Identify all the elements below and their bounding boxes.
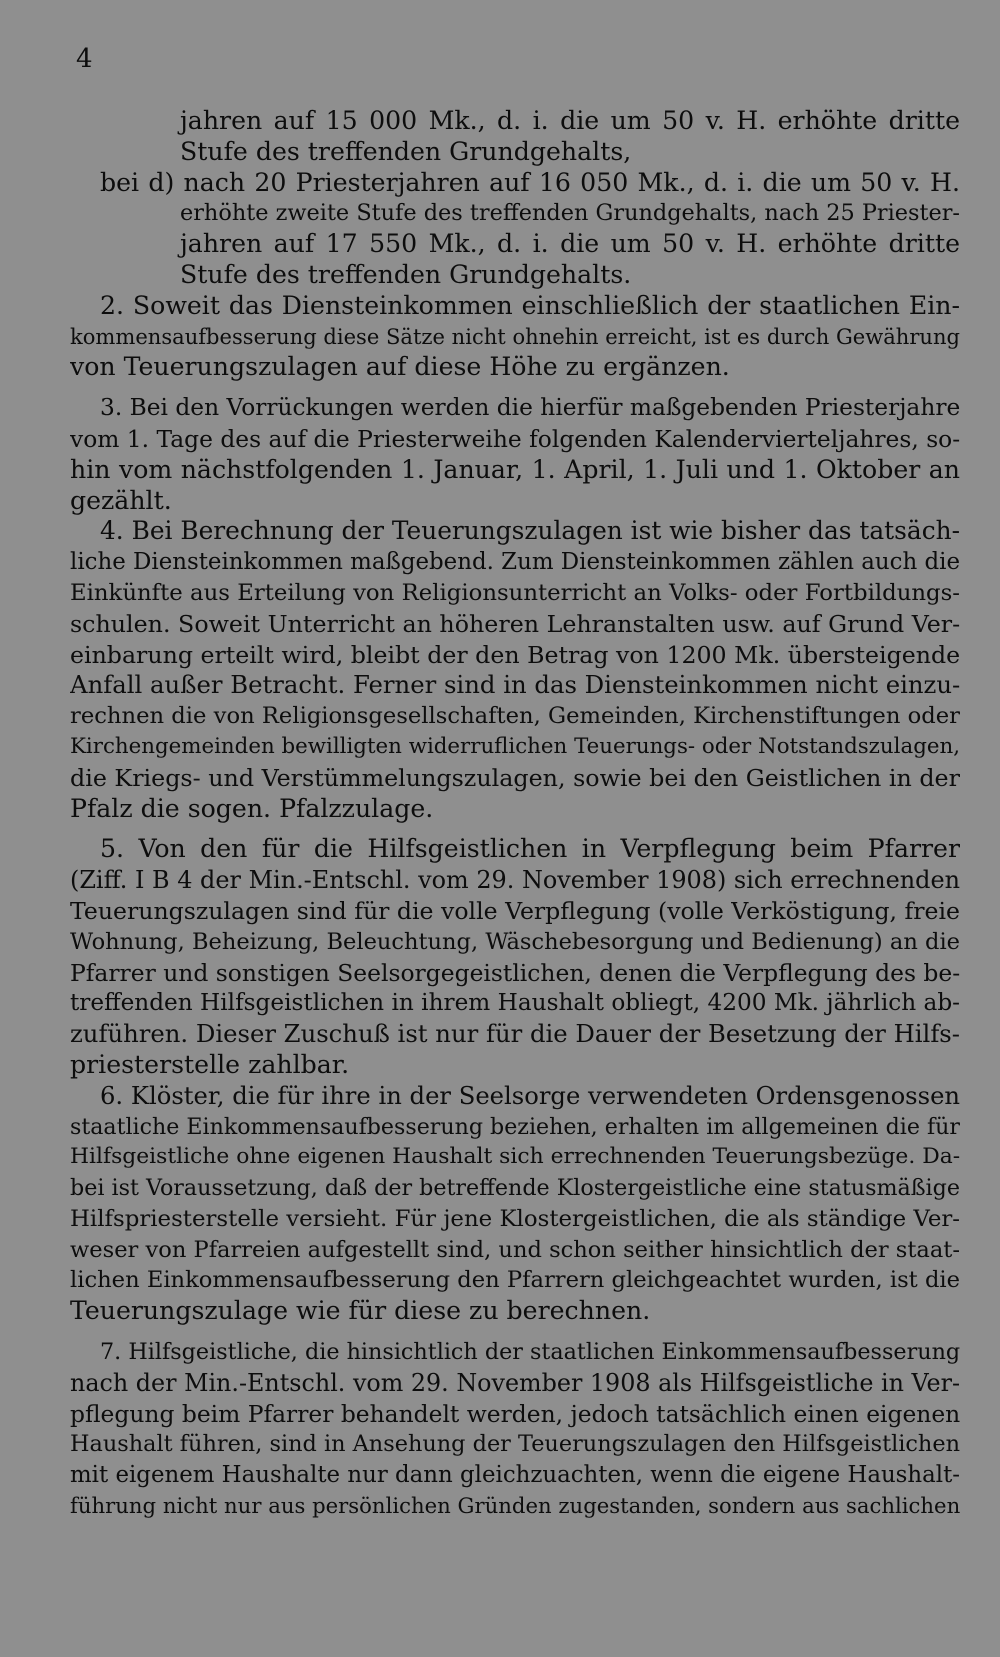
text-line: die Kriegs- und Verstümmelungszulagen, sowie bei den Geistlichen in der (70, 763, 960, 792)
text-line: Hilfspriesterstelle versieht. Für jene Klostergeistlichen, die als ständige Ver- (70, 1205, 960, 1232)
text-line: jahren auf 15 000 Mk., d. i. die um 50 v. H. erhöhte dritte (180, 106, 960, 135)
text-line: Teuerungszulage wie für diese zu berechnen. (70, 1296, 651, 1326)
text-line: Anfall außer Betracht. Ferner sind in das Diensteinkommen nicht einzu- (70, 670, 960, 700)
text-line: schulen. Soweit Unterricht an höheren Lehranstalten usw. auf Grund Ver- (70, 609, 960, 638)
text-line: treffenden Hilfsgeistlichen in ihrem Haushalt obliegt, 4200 Mk. jährlich ab- (70, 989, 960, 1017)
text-line: Stufe des treffenden Grundgehalts, (180, 136, 632, 166)
text-line: Teuerungszulagen sind für die volle Verpflegung (volle Verköstigung, freie (70, 896, 960, 925)
text-line: Stufe des treffenden Grundgehalts. (180, 259, 632, 289)
text-line: staatliche Einkommensaufbesserung beziehen, erhalten im allgemeinen die für (70, 1113, 960, 1140)
text-line: hin vom nächstfolgenden 1. Januar, 1. April, 1. Juli und 1. Oktober an (70, 454, 960, 484)
text-line: führung nicht nur aus persönlichen Gründen zugestanden, sondern aus sachlichen (70, 1493, 960, 1519)
page-number: 4 (76, 44, 93, 74)
text-line: vom 1. Tage des auf die Priesterweihe folgenden Kalendervierteljahres, so- (70, 424, 960, 453)
text-line: Wohnung, Beheizung, Beleuchtung, Wäschebesorgung und Bedienung) an die (70, 928, 960, 955)
text-line: 5. Von den für die Hilfsgeistlichen in Verpflegung beim Pfarrer (100, 834, 960, 864)
text-line: pflegung beim Pfarrer behandelt werden, jedoch tatsächlich einen eigenen (70, 1399, 960, 1428)
text-line: 4. Bei Berechnung der Teuerungszulagen ist wie bisher das tatsäch- (100, 516, 960, 546)
text-line: von Teuerungszulagen auf diese Höhe zu ergänzen. (70, 352, 730, 382)
text-line: kommensaufbesserung diese Sätze nicht ohnehin erreicht, ist es durch Gewährung (70, 323, 960, 349)
text-line: rechnen die von Religionsgesellschaften, Gemeinden, Kirchenstiftungen oder (70, 703, 960, 730)
text-line: Pfarrer und sonstigen Seelsorgegeistlichen, denen die Verpflegung des be- (70, 958, 960, 987)
text-line: 3. Bei den Vorrückungen werden die hierfür maßgebenden Priesterjahre (100, 394, 960, 422)
text-line: 6. Klöster, die für ihre in der Seelsorge verwendeten Ordensgenossen (100, 1080, 960, 1110)
paragraph-gap (70, 1327, 960, 1337)
text-line: liche Diensteinkommen maßgebend. Zum Diensteinkommen zählen auch die (70, 549, 960, 576)
paragraph-gap (70, 383, 960, 393)
body-text (70, 106, 960, 1522)
text-line: Hilfsgeistliche ohne eigenen Haushalt sich errechnenden Teuerungsbezüge. Da- (70, 1144, 960, 1170)
paragraph-gap (70, 824, 960, 834)
text-line: Einkünfte aus Erteilung von Religionsunterricht an Volks- oder Fortbildungs- (70, 579, 960, 606)
text-line: Pfalz die sogen. Pfalzzulage. (70, 793, 434, 823)
text-line: 7. Hilfsgeistliche, die hinsichtlich der staatlichen Einkommensaufbesserung (100, 1339, 960, 1366)
text-line: bei ist Voraussetzung, daß der betreffende Klostergeistliche eine statusmäßige (70, 1175, 960, 1202)
text-line: mit eigenem Haushalte nur dann gleichzuachten, wenn die eigene Haushalt- (70, 1462, 960, 1489)
text-line: priesterstelle zahlbar. (70, 1049, 350, 1079)
text-line: Haushalt führen, sind in Ansehung der Teuerungszulagen den Hilfsgeistlichen (70, 1431, 960, 1458)
text-line: erhöhte zweite Stufe des treffenden Grundgehalts, nach 25 Priester- (180, 200, 960, 227)
text-line: bei d) nach 20 Priesterjahren auf 16 050 Mk., d. i. die um 50 v. H. (100, 167, 960, 197)
text-line: (Ziff. I B 4 der Min.-Entschl. vom 29. November 1908) sich errechnenden (70, 866, 960, 895)
text-line: nach der Min.-Entschl. vom 29. November 1908 als Hilfsgeistliche in Ver- (70, 1368, 960, 1397)
text-line: 2. Soweit das Diensteinkommen einschließlich der staatlichen Ein- (100, 290, 960, 320)
text-line: gezählt. (70, 485, 172, 515)
text-line: lichen Einkommensaufbesserung den Pfarrern gleichgeachtet wurden, ist die (70, 1267, 960, 1294)
text-line: einbarung erteilt wird, bleibt der den Betrag von 1200 Mk. übersteigende (70, 640, 960, 669)
text-line: Kirchengemeinden bewilligten widerruflichen Teuerungs- oder Notstandszulagen, (70, 733, 960, 759)
text-line: jahren auf 17 550 Mk., d. i. die um 50 v. H. erhöhte dritte (180, 229, 960, 259)
text-line: weser von Pfarreien aufgestellt sind, und schon seither hinsichtlich der staat- (70, 1236, 960, 1263)
text-line: zuführen. Dieser Zuschuß ist nur für die Dauer der Besetzung der Hilfs- (70, 1019, 960, 1049)
